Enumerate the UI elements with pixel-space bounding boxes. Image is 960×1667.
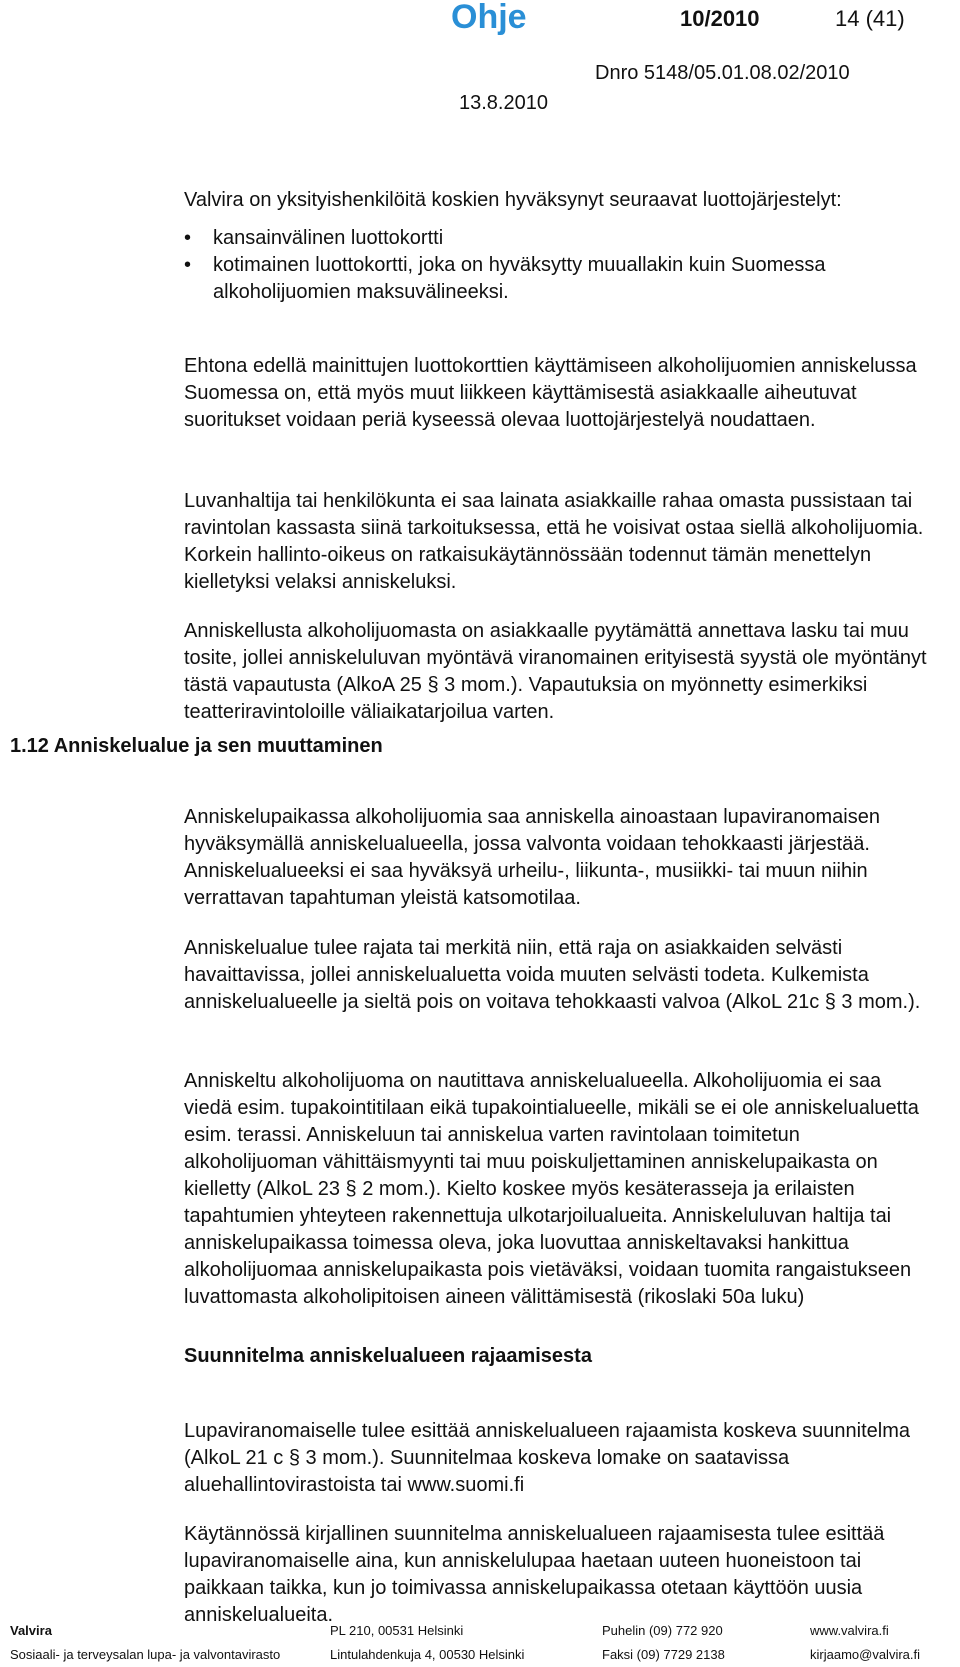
footer-website-link[interactable]: www.valvira.fi [810,1623,889,1638]
subheading: Suunnitelma anniskelualueen rajaamisesta [184,1345,592,1367]
footer-phone: Puhelin (09) 772 920 [602,1623,723,1638]
paragraph-consumption-rules: Anniskeltu alkoholijuoma on nautittava anniskelualueella. Alkoholijuomia ei saa viedä esim. tupakointitilaan eikä tupakointialueelle, mikäli se ei ole anniskelualuetta esim. terassi. Anniskeluun tai anniskelua varten ravintolaan toimitetun alkoholijuoman vähittäismyynti tai muu poiskuljettaminen anniskelupaikasta on kielletty (AlkoL 23 § 2 mom.). Kielto koskee myös kesäterasseja ja erilaisten tapahtumien yhteyteen rakennettuja ulkotarjoilualueita. Anniskeluluvan haltija tai anniskelupaikassa toimessa oleva, joka luovuttaa anniskeltavaksi hankittua alkoholijuomaa anniskelupaikasta pois vietäväksi, voidaan tuomita rangaistukseen luvattomasta alkoholipitoisen aineen välittämisestä (rikoslaki 50a luku) [184,1070,919,1308]
record-number: Dnro 5148/05.01.08.02/2010 [595,62,850,84]
paragraph-area-boundary: Anniskelualue tulee rajata tai merkitä niin, että raja on asiakkaiden selvästi havaittavissa, jollei anniskelualuetta voida muuten selvästi todeta. Kulkemista anniskelualueelle ja sieltä pois on voitava tehokkaasti valvoa (AlkoL 21c § 3 mom.). [184,937,921,1013]
bullet-list [184,225,934,306]
footer-fax: Faksi (09) 7729 2138 [602,1647,725,1662]
list-item-text: kotimainen luottokortti, joka on hyväksytty muuallakin kuin Suomessa alkoholijuomien maksuvälineeksi. [213,254,826,303]
issue-number: 10/2010 [680,6,760,31]
footer-brand: Valvira [10,1623,52,1638]
paragraph-credit-conditions: Ehtona edellä mainittujen luottokorttien käyttämiseen alkoholijuomien anniskelussa Suomessa on, että myös muut liikkeen käyttämisestä asiakkaalle aiheutuvat suoritukset voidaan periä kyseessä olevaa luottojärjestelyä noudattaen. [184,355,917,431]
intro-paragraph: Valvira on yksityishenkilöitä koskien hyväksynyt seuraavat luottojärjestelyt: [184,189,842,211]
paragraph-serving-area: Anniskelupaikassa alkoholijuomia saa anniskella ainoastaan lupaviranomaisen hyväksymällä anniskelualueella, jossa valvonta voidaan tehokkaasti järjestää. Anniskelualueeksi ei saa hyväksyä urheilu-, liikunta-, musiikki- tai muun niihin verrattavan tapahtuman yleistä katsomotilaa. [184,806,880,909]
document-date: 13.8.2010 [459,92,548,114]
footer-postal-address: PL 210, 00531 Helsinki [330,1623,464,1638]
list-item [184,225,934,252]
paragraph-plan-requirement: Lupaviranomaiselle tulee esittää anniskelualueen rajaamista koskeva suunnitelma (AlkoL 21 c § 3 mom.). Suunnitelmaa koskeva lomake on saatavissa aluehallintovirastoista tai www.suomi.fi [184,1420,910,1496]
paragraph-plan-practice: Käytännössä kirjallinen suunnitelma anniskelualueen rajaamisesta tulee esittää lupaviranomaiselle aina, kun anniskelulupaa haetaan uuteen huoneistoon tai paikkaan taikka, kun jo toimivassa anniskelupaikassa otetaan käyttöön uusia anniskelualueita. [184,1523,885,1626]
list-item [184,252,934,306]
footer-street-address: Lintulahdenkuja 4, 00530 Helsinki [330,1647,525,1662]
page-number: 14 (41) [835,6,905,31]
footer-organization: Sosiaali- ja terveysalan lupa- ja valvontavirasto [10,1647,281,1662]
list-item-text: kansainvälinen luottokortti [213,227,444,249]
paragraph-lending-prohibition: Luvanhaltija tai henkilökunta ei saa lainata asiakkaille rahaa omasta pussistaan tai ravintolan kassasta siinä tarkoituksessa, että he voisivat ostaa siellä alkoholijuomia. Korkein hallinto-oikeus on ratkaisukäytännössään todennut tämän menettelyn kielletyksi velaksi anniskeluksi. [184,490,924,593]
footer-email-link[interactable]: kirjaamo@valvira.fi [810,1647,920,1662]
section-heading: 1.12 Anniskelualue ja sen muuttaminen [10,735,383,757]
bullet-icon: • [184,254,192,276]
document-type-title: Ohje [451,0,527,36]
bullet-icon: • [184,227,192,249]
paragraph-receipt-requirement: Anniskellusta alkoholijuomasta on asiakkaalle pyytämättä annettava lasku tai muu tosite, jollei anniskeluluvan myöntävä viranomainen erityisestä syystä ole myöntänyt tästä vapautusta (AlkoA 25 § 3 mom.). Vapautuksia on myönnetty esimerkiksi teatteriravintoloille väliaikatarjoilua varten. [184,620,927,723]
